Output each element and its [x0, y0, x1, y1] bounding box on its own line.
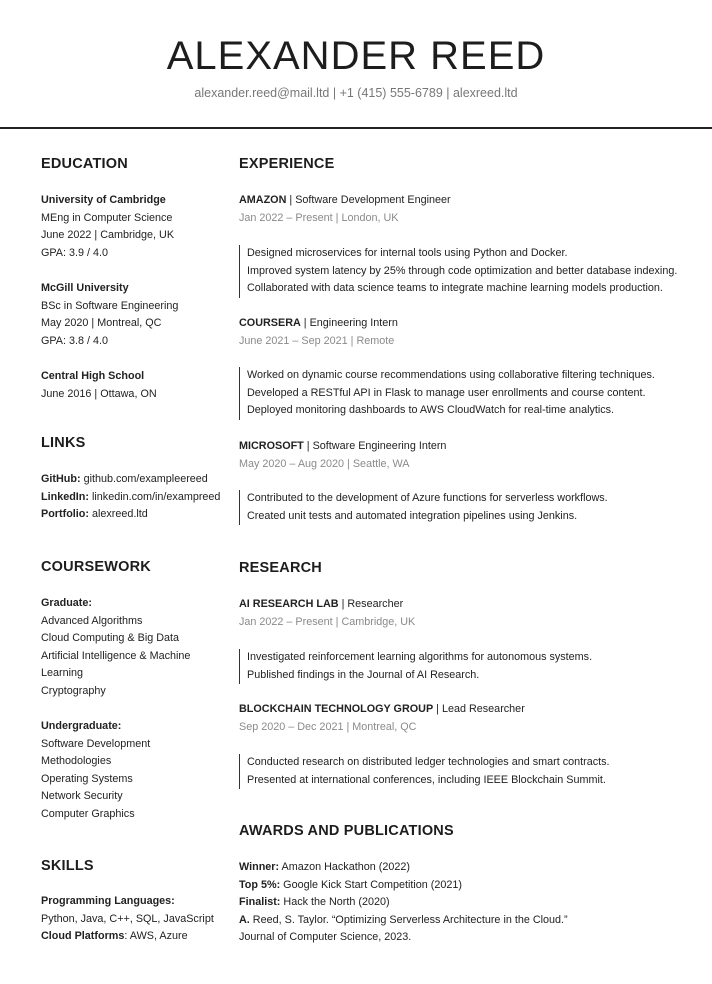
job-title	[239, 317, 398, 329]
publication-journal: Journal of Computer Science, 2023.	[239, 931, 412, 943]
link-label: Portfolio:	[41, 508, 89, 520]
coursework-heading: COURSEWORK	[41, 559, 151, 575]
bullet-item: Conducted research on distributed ledger technologies and smart contracts.	[247, 756, 610, 768]
publication-title: Reed, S. Taylor. “Optimizing Serverless Architecture in the Cloud.”	[249, 913, 568, 926]
job-title	[239, 194, 451, 206]
research-title	[239, 598, 403, 610]
award-label: Top 5%:	[239, 878, 281, 891]
job-bullets	[239, 367, 655, 420]
research-role: | Lead Researcher	[433, 703, 525, 715]
bullet-item: Improved system latency by 25% through code optimization and better database indexing.	[247, 264, 678, 277]
job-title	[239, 440, 446, 452]
skill-value: Python, Java, C++, SQL, JavaScript	[41, 912, 214, 925]
course-item: Cloud Computing & Big Data	[41, 632, 180, 644]
course-item: Artificial Intelligence & Machine	[41, 649, 191, 662]
coursework-group-label: Undergraduate:	[41, 720, 122, 732]
school-name: University of Cambridge	[41, 194, 166, 206]
research-title	[239, 703, 525, 715]
bullet-item: Developed a RESTful API in Flask to manage user enrollments and course content.	[247, 386, 646, 399]
link-label: GitHub:	[41, 473, 81, 485]
publication-author: A.	[239, 913, 250, 926]
award-value: Hack the North (2020)	[280, 896, 390, 908]
link-value[interactable]: alexreed.ltd	[91, 508, 148, 520]
research-heading: RESEARCH	[239, 560, 322, 576]
course-item: Advanced Algorithms	[41, 614, 143, 627]
school-detail: MEng in Computer Science	[41, 211, 173, 224]
job-meta: May 2020 – Aug 2020 | Seattle, WA	[239, 457, 410, 470]
award-item	[239, 896, 390, 908]
award-item	[239, 879, 462, 891]
job-meta: June 2021 – Sep 2021 | Remote	[239, 334, 395, 347]
job-role: | Software Engineering Intern	[303, 440, 447, 452]
research-org: BLOCKCHAIN TECHNOLOGY GROUP	[239, 703, 434, 715]
company-name: AMAZON	[239, 194, 287, 206]
coursework-group-label: Graduate:	[41, 597, 92, 609]
link-item-linkedin	[41, 491, 220, 503]
link-value[interactable]: github.com/exampleereed	[83, 473, 208, 485]
school-detail: May 2020 | Montreal, QC	[41, 317, 162, 329]
research-bullets	[239, 754, 610, 789]
school-detail: GPA: 3.9 / 4.0	[41, 246, 109, 259]
award-label: Finalist:	[239, 896, 281, 908]
skill-value: : AWS, Azure	[124, 930, 188, 942]
bullet-item: Contributed to the development of Azure functions for serverless workflows.	[247, 492, 608, 504]
course-item: Methodologies	[41, 755, 112, 767]
course-item: Network Security	[41, 790, 123, 802]
bullet-item: Presented at international conferences, including IEEE Blockchain Summit.	[247, 773, 606, 786]
research-role: | Researcher	[338, 598, 404, 610]
school-detail: June 2016 | Ottawa, ON	[41, 387, 157, 400]
publication-item	[239, 914, 568, 926]
award-value: Amazon Hackathon (2022)	[279, 861, 410, 873]
job-bullets	[239, 245, 677, 298]
research-bullets	[239, 649, 592, 684]
link-item-portfolio	[41, 508, 148, 520]
skills-heading: SKILLS	[41, 858, 94, 874]
bullet-item: Collaborated with data science teams to integrate machine learning models production.	[247, 282, 663, 294]
course-item: Cryptography	[41, 684, 106, 697]
award-label: Winner:	[239, 861, 280, 873]
bullet-item: Designed microservices for internal tools using Python and Docker.	[247, 247, 568, 259]
resume-header	[0, 0, 712, 130]
job-role: | Engineering Intern	[300, 317, 398, 329]
skill-cloud	[41, 930, 188, 942]
bullet-item: Investigated reinforcement learning algorithms for autonomous systems.	[247, 651, 593, 663]
school-detail: GPA: 3.8 / 4.0	[41, 334, 109, 347]
awards-heading: AWARDS AND PUBLICATIONS	[239, 823, 454, 839]
company-name: COURSERA	[239, 317, 301, 329]
course-item: Operating Systems	[41, 772, 133, 785]
bullet-item: Worked on dynamic course recommendations using collaborative filtering techniques.	[247, 369, 655, 381]
bullet-item: Created unit tests and automated integration pipelines using Jenkins.	[247, 509, 578, 522]
link-value[interactable]: linkedin.com/in/exampreed	[92, 490, 221, 503]
candidate-name: ALEXANDER REED	[166, 34, 546, 78]
link-label: LinkedIn:	[41, 490, 89, 503]
research-meta: Jan 2022 – Present | Cambridge, UK	[239, 615, 416, 628]
course-item: Computer Graphics	[41, 807, 135, 820]
skill-label: Cloud Platforms	[41, 930, 125, 942]
header-divider	[0, 127, 712, 129]
links-heading: LINKS	[41, 435, 86, 451]
education-heading: EDUCATION	[41, 156, 128, 172]
research-org: AI RESEARCH LAB	[239, 598, 339, 610]
school-name: Central High School	[41, 370, 145, 382]
school-detail: June 2022 | Cambridge, UK	[41, 229, 175, 241]
experience-heading: EXPERIENCE	[239, 156, 335, 172]
course-item: Learning	[41, 667, 84, 679]
job-bullets	[239, 490, 608, 525]
award-item	[239, 861, 410, 873]
skill-label: Programming Languages:	[41, 895, 175, 907]
contact-line: alexander.reed@mail.ltd | +1 (415) 555-6789 | alexreed.ltd	[194, 86, 518, 100]
job-meta: Jan 2022 – Present | London, UK	[239, 211, 399, 224]
research-meta: Sep 2020 – Dec 2021 | Montreal, QC	[239, 720, 417, 733]
school-detail: BSc in Software Engineering	[41, 299, 179, 312]
course-item: Software Development	[41, 737, 151, 750]
link-item-github	[41, 473, 208, 485]
school-name: McGill University	[41, 282, 129, 294]
job-role: | Software Development Engineer	[286, 194, 451, 206]
bullet-item: Deployed monitoring dashboards to AWS CloudWatch for real-time analytics.	[247, 404, 615, 416]
company-name: MICROSOFT	[239, 440, 304, 452]
award-value: Google Kick Start Competition (2021)	[280, 878, 463, 891]
bullet-item: Published findings in the Journal of AI Research.	[247, 668, 480, 681]
